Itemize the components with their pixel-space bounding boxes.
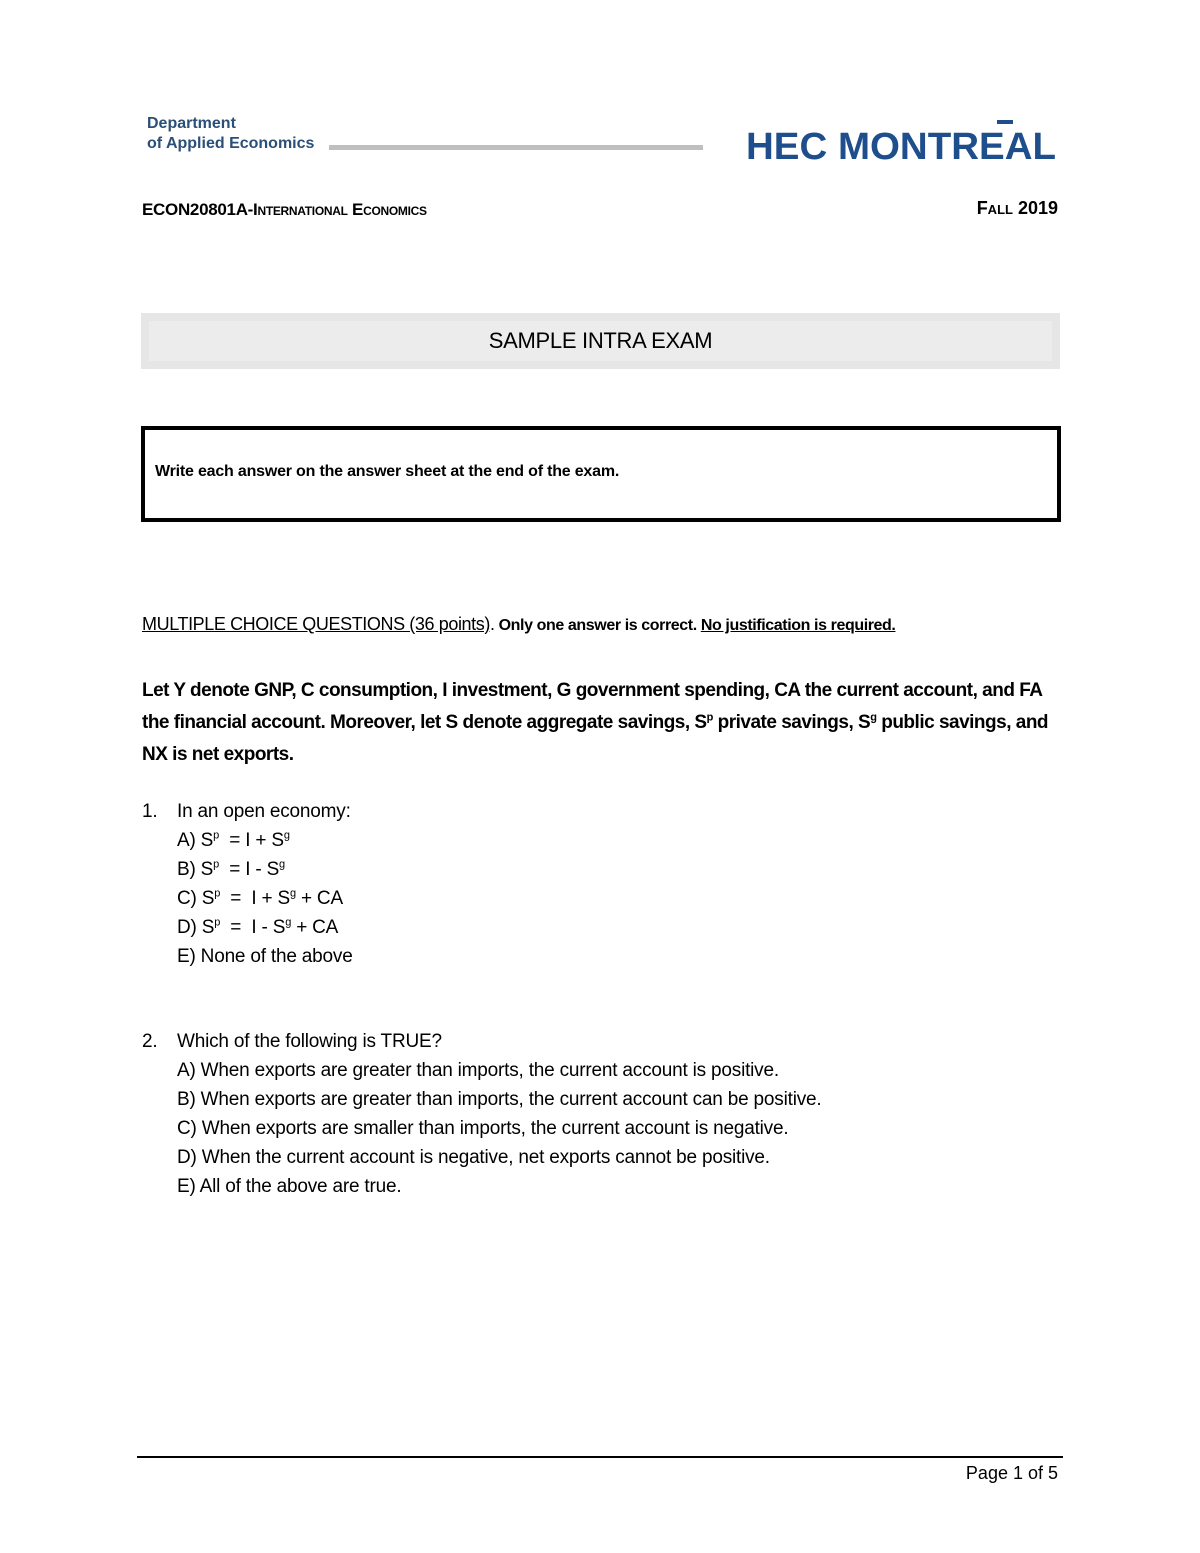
option-a: A) $S^p = I + S^g$ bbox=[177, 829, 290, 851]
instruction-text: Write each answer on the answer sheet at the end of the exam. bbox=[155, 463, 620, 480]
footer-divider bbox=[137, 1456, 1063, 1458]
section-heading-punct: . bbox=[489, 614, 495, 634]
option-d: D) When the current account is negative, net exports cannot be positive. bbox=[177, 1147, 770, 1168]
logo-accent bbox=[997, 120, 1013, 124]
exam-title-band bbox=[141, 313, 1060, 369]
section-heading bbox=[142, 614, 895, 635]
exam-title: SAMPLE INTRA EXAM bbox=[488, 328, 713, 353]
course-title: ECON20801A-International Economics bbox=[142, 200, 427, 219]
option-a: A) When exports are greater than imports, the current account is positive. bbox=[177, 1060, 779, 1081]
term: Fall 2019 bbox=[976, 198, 1058, 218]
page-number: Page 1 of 5 bbox=[965, 1463, 1058, 1483]
option-c: C) When exports are smaller than imports, the current account is negative. bbox=[177, 1118, 789, 1139]
intro-end: public savings, and NX is net exports. bbox=[142, 712, 1049, 765]
logo-text: HEC MONTREAL bbox=[746, 126, 1056, 164]
option-b: B) $S^p = I - S^g$ bbox=[177, 858, 285, 880]
question-number: 2. bbox=[142, 1031, 158, 1052]
intro-sup-p: p bbox=[706, 711, 713, 724]
department-name bbox=[147, 114, 314, 154]
section-heading-title: MULTIPLE CHOICE QUESTIONS (36 points) bbox=[142, 614, 490, 634]
option-e: E) All of the above are true. bbox=[177, 1176, 402, 1197]
question-number: 1. bbox=[142, 801, 158, 822]
intro-paragraph bbox=[142, 675, 1072, 771]
department-line-2: of Applied Economics bbox=[147, 135, 315, 152]
question-2 bbox=[142, 1027, 821, 1201]
option-b: B) When exports are greater than imports, the current account can be positive. bbox=[177, 1089, 822, 1110]
question-stem: In an open economy: bbox=[177, 801, 351, 822]
intro-sup-g: g bbox=[870, 711, 877, 724]
option-c: C) $S^p = I + S^g$ + CA bbox=[177, 887, 343, 909]
header-divider bbox=[329, 145, 703, 150]
question-stem: Which of the following is TRUE? bbox=[177, 1031, 442, 1052]
department-line-1: Department bbox=[147, 115, 236, 132]
option-d: D) $S^p = I - S^g$ + CA bbox=[177, 916, 339, 938]
hec-montreal-logo bbox=[746, 118, 1058, 164]
intro-text: Let Y denote GNP, C consumption, I investment, G government spending, CA the current account, and FA the financial account. Moreover, let S denote aggregate savings, S bbox=[142, 680, 1042, 733]
instruction-box bbox=[141, 426, 1061, 522]
section-note-underlined: No justification is required. bbox=[700, 617, 896, 634]
option-e: E) None of the above bbox=[177, 946, 353, 967]
intro-mid: private savings, S bbox=[712, 712, 871, 733]
question-1 bbox=[142, 797, 353, 971]
section-note: Only one answer is correct. bbox=[494, 617, 701, 634]
